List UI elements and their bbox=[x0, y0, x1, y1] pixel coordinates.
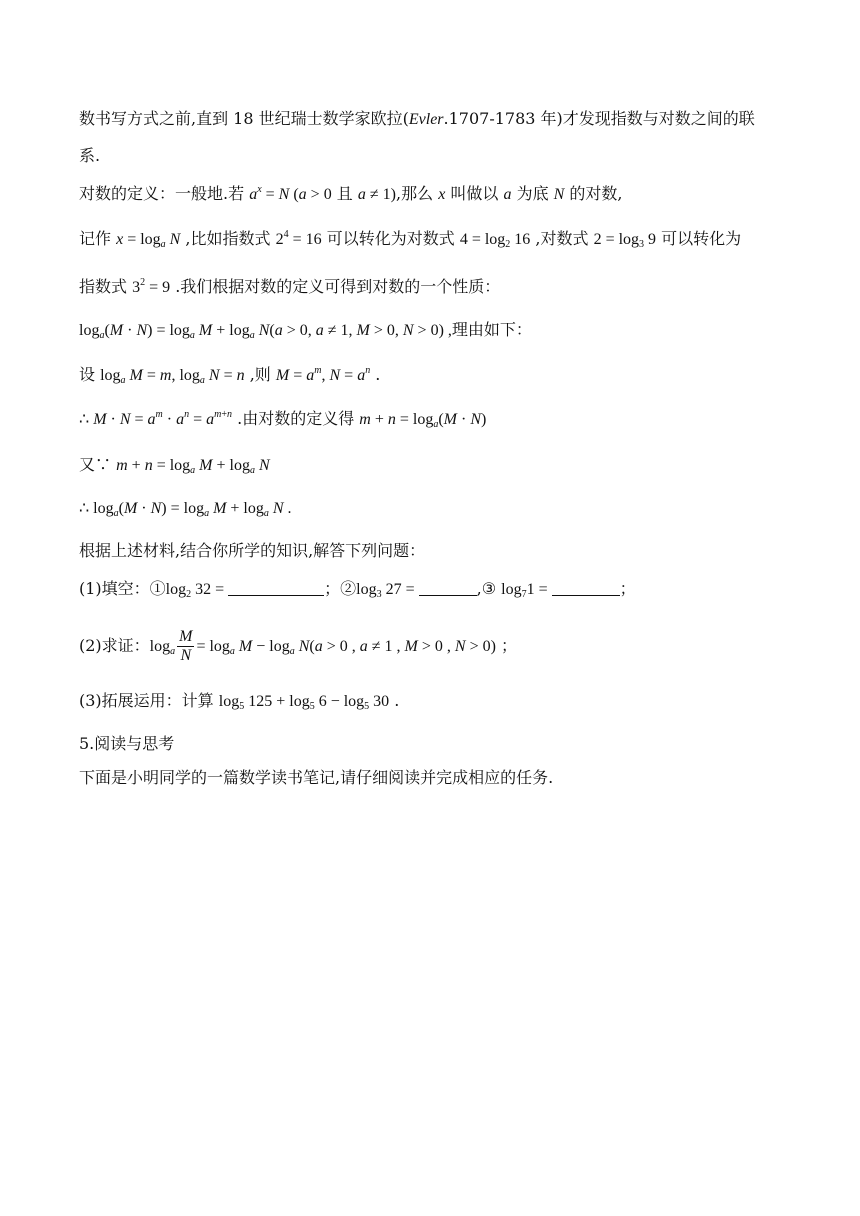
proof-conclusion: ∴ $\log_a(M \cdot N) = \log_a M + \log_a N$ . bbox=[79, 500, 292, 519]
answer-blank-1[interactable] bbox=[228, 581, 324, 596]
answer-blank-3[interactable] bbox=[552, 581, 620, 596]
proof-step-2: ∴ $M \cdot N = a^m \cdot a^n = a^{m+n}$ .由对数的定义得 $m + n = \log_a(M \cdot N)$ bbox=[79, 409, 487, 430]
paragraph-line-1: 数书写方式之前,直到 18 世纪瑞士数学家欧拉(Evler.1707-1783 年)才发现指数与对数之间的联 bbox=[79, 109, 755, 128]
proof-step-3: 又∵ $m + n = \log_a M + \log_a N$ bbox=[79, 455, 270, 476]
section-intro: 下面是小明同学的一篇数学读书笔记,请仔细阅读并完成相应的任务. bbox=[79, 768, 554, 787]
question-1: (1)填空：$①\log_2$ 32 = ；$②\log_3$ 27 = ,③ $\log_71$ = ； bbox=[79, 579, 636, 600]
question-3: (3)拓展运用：计算 $\log_5 125 + \log_5 6 - \log_5 30$ . bbox=[79, 691, 400, 712]
paragraph-line-2: 系. bbox=[79, 146, 101, 165]
property-intro-line: 指数式 $3^2 = 9$ .我们根据对数的定义可得到对数的一个性质： bbox=[79, 277, 501, 296]
property-formula: $\log_a(M \cdot N) = \log_a M + \log_a N(a > 0$, a ≠ 1, M > 0, N > 0) ,理由如下： bbox=[79, 322, 532, 341]
section-heading: 5.阅读与思考 bbox=[79, 734, 175, 753]
question-intro: 根据上述材料,结合你所学的知识,解答下列问题： bbox=[79, 541, 426, 560]
question-2: (2)求证：$\log_a$ $\frac{M}{N}$ = $\log_a M - \log_a N(a > 0$ , a ≠ 1 , M > 0 , N > 0) ； bbox=[79, 628, 518, 664]
notation-line: 记作 $x = \log_a N$ ,比如指数式 $2^4 = 16$ 可以转化为对数式 $4 = \log_2 16$ ,对数式 $2 = \log_3 9$ 可以转化为 bbox=[79, 229, 742, 250]
answer-blank-2[interactable] bbox=[419, 581, 477, 596]
definition-line: 对数的定义：一般地.若 $a^x = N$ (a > 0 且 a ≠ 1),那么 x 叫做以 a 为底 N 的对数, bbox=[79, 184, 623, 203]
proof-step-1: 设 $\log_a M = m$, $\log_a N = n$ ,则 $M = a^m$, $N = a^n$ . bbox=[79, 365, 381, 386]
